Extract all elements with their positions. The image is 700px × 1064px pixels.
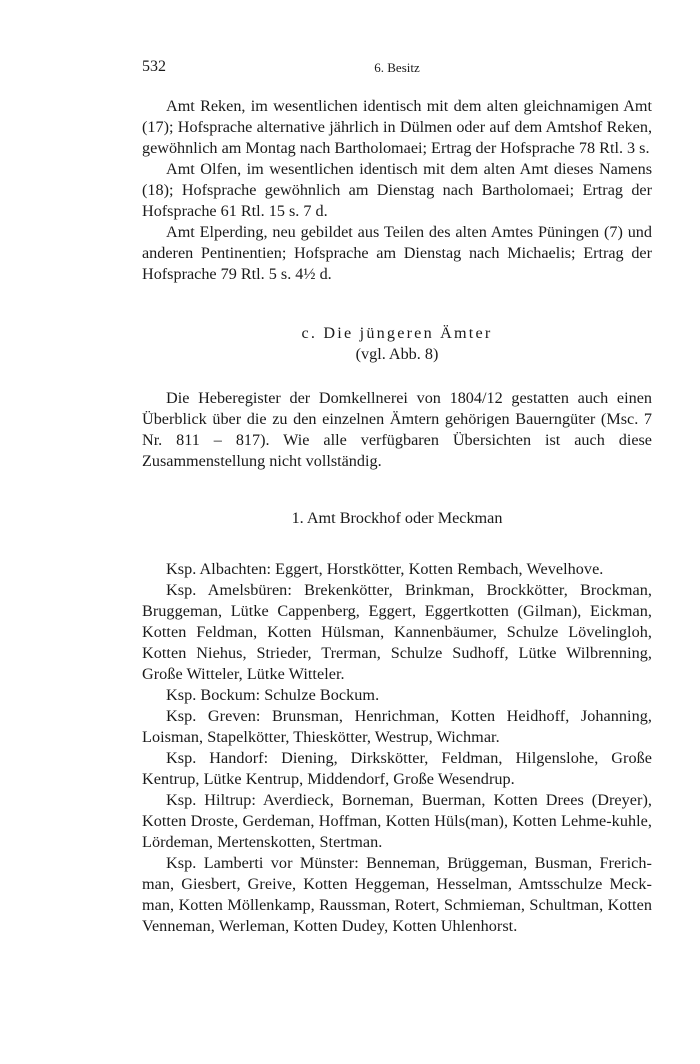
book-page <box>142 58 652 937</box>
section-heading <box>142 323 652 344</box>
parish-entry-lamberti: Ksp. Lamberti vor Münster: Benneman, Brüggeman, Busman, Frerich-man, Giesbert, Greive, Kotten Heggeman, Hesselman, Amtsschulze Meck-man, Kotten Möllenkamp, Raussman, Rotert, Schmieman, Schultman, Kotten Venneman, Werleman, Kotten Dudey, Kotten Uhlenhorst. <box>142 854 652 935</box>
section-note: (vgl. Abb. 8) <box>355 345 439 363</box>
parish-entry-bockum: Ksp. Bockum: Schulze Bockum. <box>166 686 380 704</box>
paragraph-amt-elperding: Amt Elperding, neu gebildet aus Teilen des alten Amtes Püningen (7) und anderen Pentinentien; Hofsprache am Dienstag nach Michaelis; Ertrag der Hofsprache 79 Rtl. 5 s. 4½ d. <box>142 223 652 283</box>
parish-entry-amelsbueren: Ksp. Amelsbüren: Brekenkötter, Brinkman, Brockkötter, Brockman, Bruggeman, Lütke Cappenberg, Eggert, Eggertkotten (Gilman), Eickman, Kotten Feldman, Kotten Hülsman, Kannenbäumer, Schulze Lövelingloh, Kotten Niehus, Strieder, Trerman, Schulze Sudhoff, Lütke Wilbrenning, Große Witteler, Lütke Witteler. <box>142 581 652 683</box>
parish-entry-greven: Ksp. Greven: Brunsman, Henrichman, Kotten Heidhoff, Johanning, Loisman, Stapelkötter, Thieskötter, Westrup, Wichmar. <box>142 707 652 746</box>
subsection-heading: 1. Amt Brockhof oder Meckman <box>291 509 503 527</box>
parish-entry-hiltrup: Ksp. Hiltrup: Averdieck, Borneman, Buerman, Kotten Drees (Dreyer), Kotten Droste, Gerdeman, Hoffman, Kotten Hüls(man), Kotten Lehme-kuhle, Lördeman, Mertenskotten, Stertman. <box>142 791 652 851</box>
paragraph-amt-olfen: Amt Olfen, im wesentlichen identisch mit dem alten Amt dieses Namens (18); Hofsprache gewöhnlich am Dienstag nach Bartholomaei; Ertrag der Hofsprache 61 Rtl. 15 s. 7 d. <box>142 160 652 220</box>
parish-entry-handorf: Ksp. Handorf: Diening, Dirkskötter, Feldman, Hilgenslohe, Große Kentrup, Lütke Kentrup, Middendorf, Große Wesendrup. <box>142 749 652 788</box>
running-head <box>142 58 652 88</box>
running-title: 6. Besitz <box>374 60 420 75</box>
parish-entry-albachten: Ksp. Albachten: Eggert, Horstkötter, Kotten Rembach, Wevelhove. <box>166 560 604 578</box>
section-title: c. Die jüngeren Ämter <box>301 324 493 342</box>
paragraph-amt-reken: Amt Reken, im wesentlichen identisch mit dem alten gleichnamigen Amt (17); Hofsprache alternative jährlich in Dülmen oder auf dem Amtshof Reken, gewöhnlich am Montag nach Bartholomaei; Ertrag der Hofsprache 78 Rtl. 3 s. <box>142 97 652 157</box>
page-number: 532 <box>142 58 166 75</box>
section-intro-paragraph: Die Heberegister der Domkellnerei von 1804/12 gestatten auch einen Überblick über die zu den einzelnen Ämtern gehörigen Bauerngüter (Msc. 7 Nr. 811 – 817). Wie alle verfügbaren Übersichten ist auch diese Zusammenstellung nicht vollständig. <box>142 389 652 470</box>
parish-entry-list <box>142 559 652 937</box>
amt-descriptions <box>142 96 652 285</box>
